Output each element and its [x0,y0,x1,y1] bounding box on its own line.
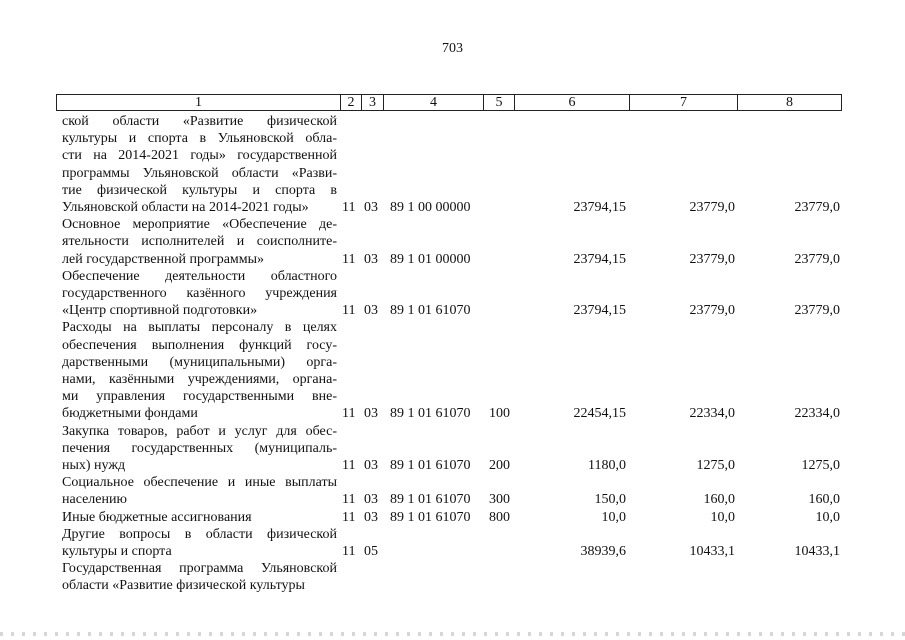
cell-c2: 11 [342,406,356,422]
description-line: ми управления государственными вне- [62,389,337,405]
cell-c3: 03 [364,251,378,267]
cell-c5: 200 [489,458,510,473]
description-line: Основное мероприятие «Обеспечение де- [62,217,337,233]
description-line: ской области «Развитие физической [62,114,337,129]
description-line: ятельности исполнителей и соисполните- [62,234,337,250]
cell-c7: 10,0 [710,509,735,525]
description-line: «Центр спортивной подготовки» [62,303,258,319]
cell-c6: 150,0 [594,492,626,508]
scan-artifact [0,632,905,636]
row-description [62,526,337,560]
cell-c4: 89 1 01 00000 [390,251,471,267]
cell-c7: 22334,0 [689,406,735,422]
cell-c7: 1275,0 [696,458,735,473]
description-line: печения государственных (муниципаль- [62,440,337,456]
description-line: Иные бюджетные ассигнования [62,509,252,525]
row-description [62,560,337,594]
cell-c8: 160,0 [808,492,840,508]
cell-c3: 03 [364,303,378,319]
cell-c3: 03 [364,200,378,215]
cell-c7: 160,0 [703,492,735,508]
cell-c4: 89 1 01 61070 [390,458,471,473]
description-line: государственного казённого учреждения [62,285,337,301]
description-line: нами, казёнными учреждениями, органа- [62,371,337,387]
cell-c2: 11 [342,200,356,215]
description-line: Другие вопросы в области физической [62,526,337,542]
cell-c5: 300 [489,492,510,508]
description-line: Социальное обеспечение и иные выплаты [62,475,337,491]
cell-c6: 23794,15 [573,303,626,319]
description-line: обеспечения выполнения функций госу- [62,337,337,353]
description-line: программы Ульяновской области «Разви- [62,165,337,181]
header-cell-2: 2 [340,94,362,111]
cell-c7: 23779,0 [689,251,735,267]
row-description [62,268,337,320]
description-line: Расходы на выплаты персоналу в целях [62,320,337,336]
row-description [62,216,337,268]
row-description [62,423,337,475]
cell-c8: 10,0 [815,509,840,525]
cell-c5: 800 [489,509,510,525]
cell-c7: 10433,1 [689,544,735,559]
page-number: 703 [442,41,463,56]
cell-c3: 03 [364,458,378,473]
cell-c4: 89 1 00 00000 [390,200,471,215]
cell-c8: 23779,0 [794,303,840,319]
cell-c3: 03 [364,509,378,525]
row-description [62,509,337,526]
cell-c2: 11 [342,251,356,267]
description-line: Ульяновской области на 2014-2021 годы» [62,199,309,215]
header-cell-1: 1 [56,94,341,111]
description-line: дарственными (муниципальными) орга- [62,354,337,370]
description-line: культуры и спорта [62,543,172,559]
header-cell-3: 3 [361,94,384,111]
cell-c6: 1180,0 [588,458,626,473]
cell-c3: 05 [364,544,378,559]
cell-c7: 23779,0 [689,200,735,215]
cell-c6: 38939,6 [580,544,626,559]
cell-c6: 22454,15 [573,406,626,422]
cell-c5: 100 [489,406,510,422]
cell-c8: 1275,0 [801,458,840,473]
cell-c8: 22334,0 [794,406,840,422]
row-description [62,319,337,422]
header-cell-4: 4 [383,94,484,111]
header-cell-8: 8 [737,94,842,111]
cell-c4: 89 1 01 61070 [390,509,471,525]
cell-c4: 89 1 01 61070 [390,406,471,422]
cell-c2: 11 [342,303,356,319]
description-line: области «Развитие физической культуры [62,578,305,594]
description-line: ных) нужд [62,457,126,473]
cell-c8: 10433,1 [794,544,840,559]
description-line: Обеспечение деятельности областного [62,268,337,284]
cell-c6: 23794,15 [573,200,626,215]
header-cell-5: 5 [483,94,515,111]
description-line: населению [62,492,127,508]
cell-c4: 89 1 01 61070 [390,303,471,319]
row-description [62,113,337,216]
cell-c2: 11 [342,458,356,473]
row-description [62,474,337,508]
cell-c7: 23779,0 [689,303,735,319]
cell-c8: 23779,0 [794,251,840,267]
header-cell-6: 6 [514,94,630,111]
description-line: лей государственной программы» [62,251,265,267]
description-line: Государственная программа Ульяновской [62,561,337,577]
cell-c4: 89 1 01 61070 [390,492,471,508]
cell-c6: 23794,15 [573,251,626,267]
description-line: Закупка товаров, работ и услуг для обес- [62,423,337,439]
cell-c2: 11 [342,544,356,559]
description-line: тие физической культуры и спорта в [62,182,337,198]
cell-c6: 10,0 [601,509,626,525]
cell-c3: 03 [364,406,378,422]
header-cell-7: 7 [629,94,738,111]
description-line: сти на 2014-2021 годы» государственной [62,148,337,164]
cell-c8: 23779,0 [794,200,840,215]
cell-c2: 11 [342,509,356,525]
cell-c2: 11 [342,492,356,508]
cell-c3: 03 [364,492,378,508]
description-line: бюджетными фондами [62,406,198,422]
description-line: культуры и спорта в Ульяновской обла- [62,131,337,147]
